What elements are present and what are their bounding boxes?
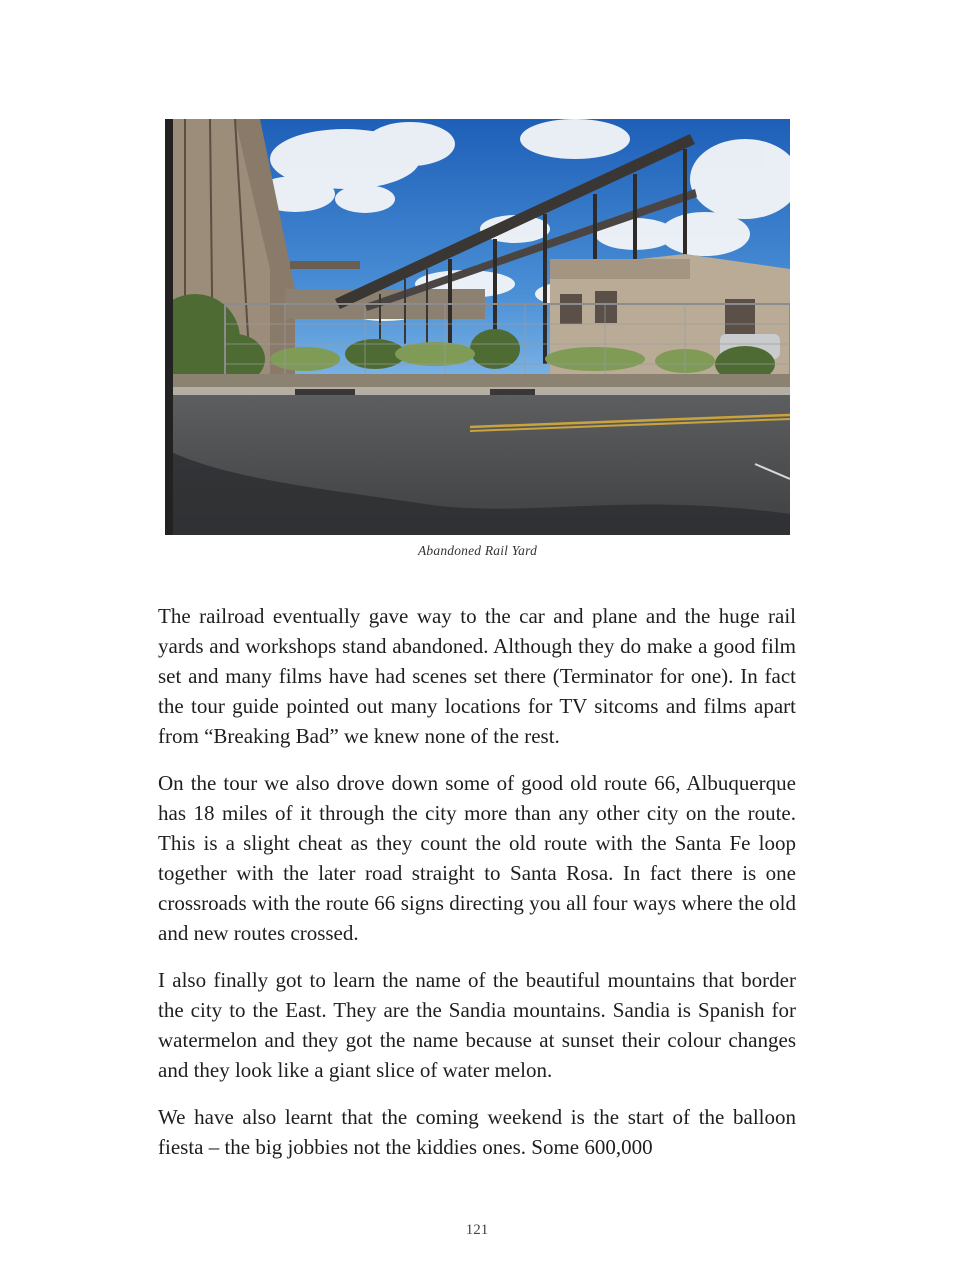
paragraph: The railroad eventually gave way to the car and plane and the huge rail yards and workshops stand abandoned. Although they do make a good film set and many films have had scenes set there (Terminator for one). In fact the tour guide pointed out many locations for TV sitcoms and films apart from “Breaking Bad” we knew none of the rest. — [158, 604, 796, 748]
body-text — [158, 601, 796, 1179]
figure-caption: Abandoned Rail Yard — [417, 543, 538, 558]
paragraph: We have also learnt that the coming weekend is the start of the balloon fiesta – the big jobbies not the kiddies ones. Some 600,000 — [158, 1105, 796, 1159]
page-number: 121 — [465, 1222, 489, 1238]
abandoned-rail-yard-photo — [165, 119, 790, 535]
paragraph: I also finally got to learn the name of the beautiful mountains that border the city to the East. They are the Sandia mountains. Sandia is Spanish for watermelon and they got the name because at sunset their colour changes and they look like a giant slice of water melon. — [158, 968, 796, 1082]
paragraph: On the tour we also drove down some of good old route 66, Albuquerque has 18 miles of it through the city more than any other city on the route. This is a slight cheat as they count the old route with the Santa Fe loop together with the later road straight to Santa Rosa. In fact there is one crossroads with the route 66 signs directing you all four ways where the old and new routes crossed. — [158, 771, 796, 945]
